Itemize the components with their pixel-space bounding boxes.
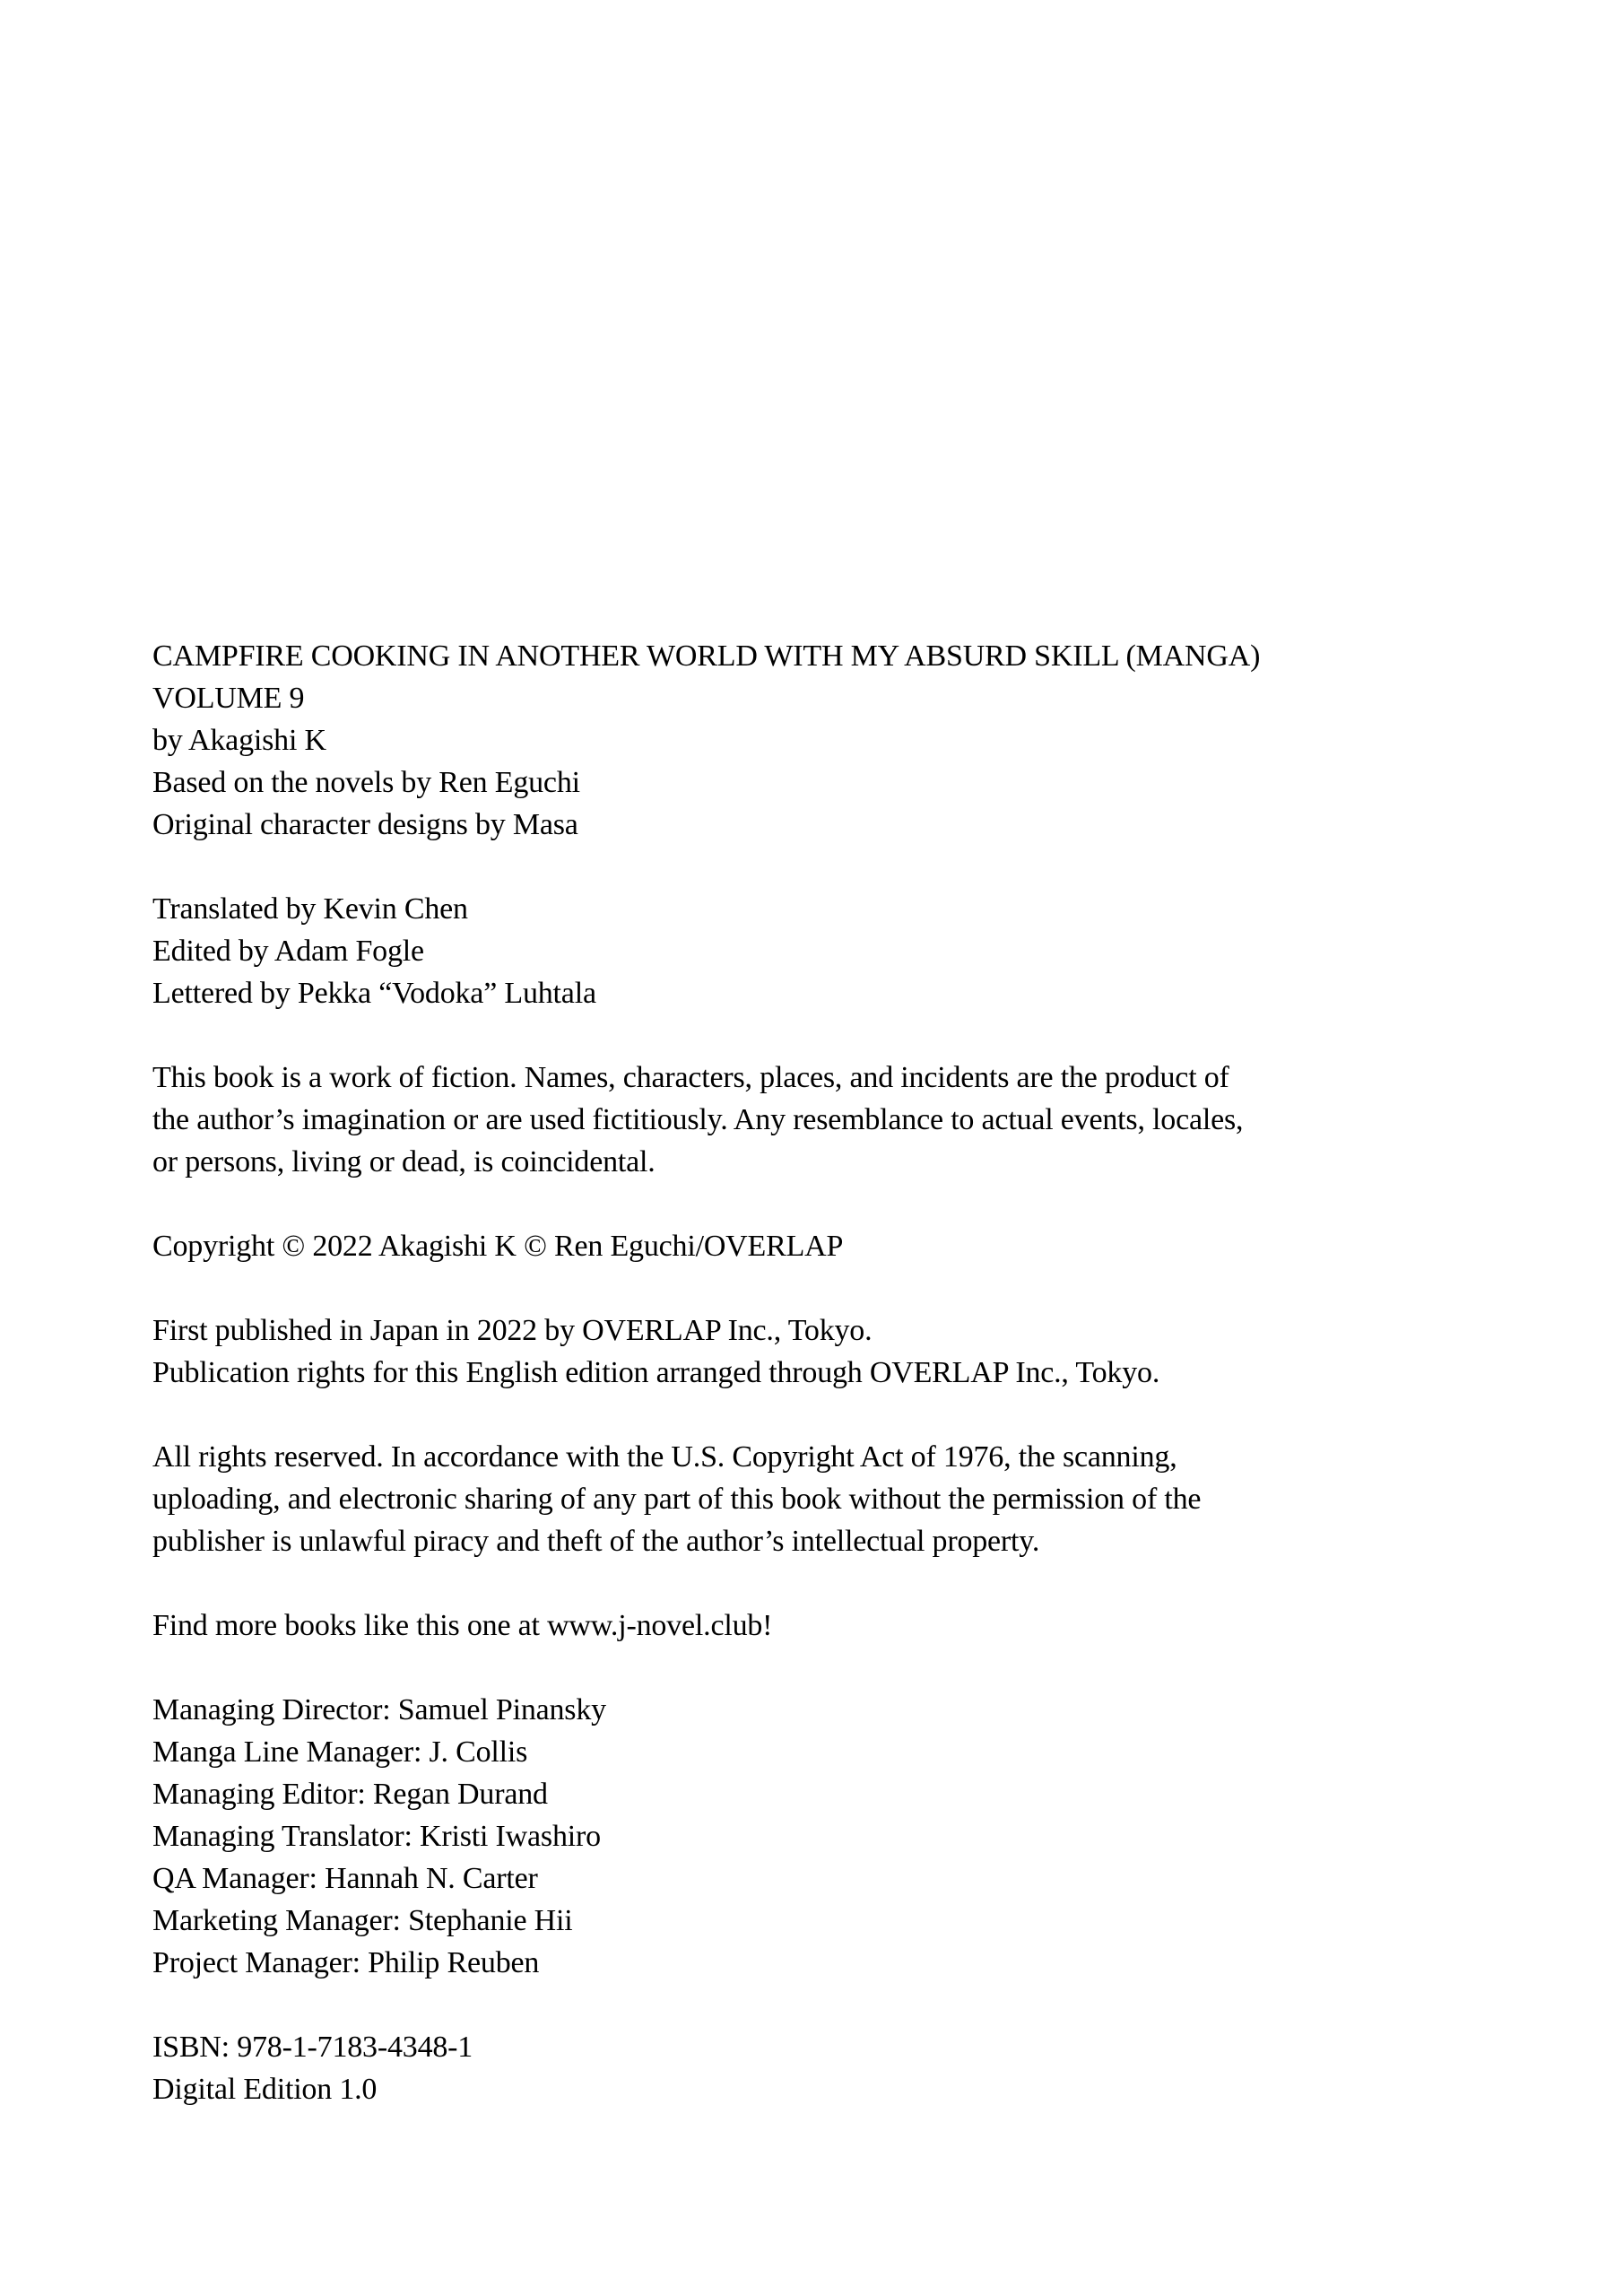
fiction-disclaimer-line-2: the author’s imagination or are used fictitiously. Any resemblance to actual events, locales, [152, 1103, 1244, 1136]
find-more-books-line: Find more books like this one at www.j-novel.club! [152, 1609, 773, 1642]
rights-reserved-line-1: All rights reserved. In accordance with the U.S. Copyright Act of 1976, the scanning, [152, 1440, 1177, 1474]
managing-director-line: Managing Director: Samuel Pinansky [152, 1693, 606, 1726]
letterer-credit-line: Lettered by Pekka “Vodoka” Luhtala [152, 977, 596, 1010]
character-design-credit-line: Original character designs by Masa [152, 808, 578, 841]
managing-editor-line: Managing Editor: Regan Durand [152, 1778, 548, 1811]
project-manager-line: Project Manager: Philip Reuben [152, 1946, 540, 1979]
book-title-line-1: CAMPFIRE COOKING IN ANOTHER WORLD WITH MY ABSURD SKILL (MANGA) [152, 639, 1261, 673]
isbn-line: ISBN: 978-1-7183-4348-1 [152, 2031, 473, 2064]
copyright-line: Copyright © 2022 Akagishi K © Ren Eguchi/OVERLAP [152, 1230, 844, 1263]
novel-credit-line: Based on the novels by Ren Eguchi [152, 766, 580, 799]
localization-credits-block [152, 888, 1587, 1014]
fiction-disclaimer-line-3: or persons, living or dead, is coincidental. [152, 1145, 656, 1178]
book-title-line-2: VOLUME 9 [152, 682, 305, 715]
digital-edition-line: Digital Edition 1.0 [152, 2073, 378, 2106]
publication-rights-line: Publication rights for this English edition arranged through OVERLAP Inc., Tokyo. [152, 1356, 1160, 1389]
translator-credit-line: Translated by Kevin Chen [152, 892, 468, 926]
copyright-block [152, 1225, 1587, 1267]
book-author-line: by Akagishi K [152, 724, 326, 757]
colophon-text-column [152, 635, 1587, 2110]
rights-reserved-line-3: publisher is unlawful piracy and theft of the author’s intellectual property. [152, 1525, 1040, 1558]
marketing-manager-line: Marketing Manager: Stephanie Hii [152, 1904, 573, 1937]
promo-block [152, 1605, 1587, 1647]
book-title-block [152, 635, 1587, 846]
qa-manager-line: QA Manager: Hannah N. Carter [152, 1862, 538, 1895]
first-published-line: First published in Japan in 2022 by OVERLAP Inc., Tokyo. [152, 1314, 873, 1347]
edition-info-block [152, 2026, 1587, 2110]
fiction-disclaimer-line-1: This book is a work of fiction. Names, characters, places, and incidents are the product of [152, 1061, 1229, 1094]
fiction-disclaimer-block [152, 1057, 1587, 1183]
editor-credit-line: Edited by Adam Fogle [152, 935, 424, 968]
rights-reserved-line-2: uploading, and electronic sharing of any part of this book without the permission of the [152, 1483, 1202, 1516]
rights-reserved-block [152, 1436, 1587, 1562]
staff-credits-block [152, 1689, 1587, 1984]
manga-line-manager-line: Manga Line Manager: J. Collis [152, 1735, 528, 1769]
publication-block [152, 1309, 1587, 1394]
managing-translator-line: Managing Translator: Kristi Iwashiro [152, 1820, 601, 1853]
